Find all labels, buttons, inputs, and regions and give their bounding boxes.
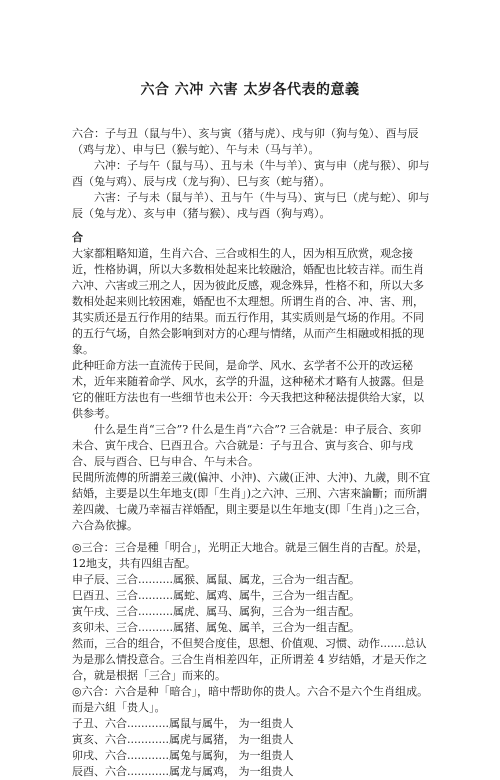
paragraph-liuchong: 六冲：子与午（鼠与马）、丑与未（牛与羊）、寅与申（虎与猴）、卯与酉（兔与鸡）、辰与戌（龙与狗）、巳与亥（蛇与猪）。 xyxy=(72,159,430,188)
list-item: 寅午戌、三合..........属虎、属马、属狗，三合为一组吉配。 xyxy=(72,605,360,618)
paragraph-liuhe-intro: ◎六合：六合是种「暗合」，暗中帮助你的贵人。六合不是六个生肖组成。而是六組「贵人」。 xyxy=(72,685,429,714)
paragraph-liuhai: 六害：子与未（鼠与羊）、丑与午（牛与马）、寅与巳（虎与蛇）、卯与辰（兔与龙）、亥与申（猪与猴）、戌与酉（狗与鸡）。 xyxy=(72,191,430,220)
paragraph-intro: 大家都粗略知道，生肖六合、三合或相生的人，因为相互欣赏，观念接近，性格协调，所以大多数相处起来比较融洽，婚配也比较吉祥。而生肖六冲、六害或三刑之人，因为彼此反感，观念殊异，性格不和，所以大多数相处起来则比较困难，婚配也不太理想。所谓生肖的合、冲、害、刑，其实质还是五行作用的结果。而五行作用，其实质则是气场的作用。不同的五行气场，自然会影响到对方的心理与情绪，从而产生相融或相抵的现象。 xyxy=(72,247,424,356)
list-item: 申子辰、三合..........属猴、属鼠、属龙，三合为一组吉配。 xyxy=(72,573,360,586)
list-item: 辰酉、六合............属龙与属鸡， 为一组贵人 xyxy=(72,765,294,778)
page-title: 六合 六冲 六害 太岁各代表的意義 xyxy=(140,82,360,98)
paragraph-sanhe-explanation: 然而，三合的组合，不但契合度佳，思想、价值观、习惯、动作.......总认为是那么情投意合。三合生肖相差四年，正所谓差 4 岁结婚，才是天作之合，就是根据「三合」而来的。 xyxy=(72,637,427,682)
section-heading-he: 合 xyxy=(72,231,83,244)
list-item: 卯戌、六合............属兔与属狗， 为一组贵人 xyxy=(72,749,294,762)
paragraph-sanhe-liuhe-definition: 什么是生肖“三合”? 什么是生肖“六合”? 三合就是：申子辰合、亥卯未合、寅午戌合、巳酉丑合。六合就是：子与丑合、寅与亥合、卯与戌合、辰与酉合、巳与申合、午与未合。 xyxy=(72,423,422,468)
list-item: 亥卯未、三合..........属猪、属兔、属羊，三合为一组吉配。 xyxy=(72,621,360,634)
paragraph-sanhe: ◎三合：三合是種「明合」，光明正大地合。就是三個生肖的吉配。於是，12地支，共有四組吉配。 xyxy=(72,541,429,570)
list-item: 寅亥、六合............属虎与属猪， 为一组贵人 xyxy=(72,733,294,746)
list-item: 巳酉丑、三合..........属蛇、属鸡、属牛，三合为一组吉配。 xyxy=(72,589,360,602)
document-body xyxy=(72,126,432,780)
paragraph-liuhe: 六合：子与丑（鼠与牛）、亥与寅（猪与虎）、戌与卯（狗与兔）、酉与辰（鸡与龙）、申与巳（猴与蛇）、午与未（马与羊）。 xyxy=(72,127,419,156)
paragraph-secret-method: 此种旺命方法一直流传于民间，是命学、风水、玄学者不公开的改运秘术，近年来随着命学、风水，玄学的升温，这种秘术才略有人披露。但是它的催旺方法也有一些细节也未公开：今天我把这种秘法提供给大家，以供参考。 xyxy=(72,359,424,420)
list-item: 子丑、六合............属鼠与属牛， 为一组贵人 xyxy=(72,717,294,730)
paragraph-folk-marriage: 民間所流傳的所謂差三歲(偏沖、小沖)、六歲(正沖、大沖)、九歲，則不宜結婚，主要是以生年地支(即「生肖」)之六沖、三刑、六害來論斷；而所謂差四歲、七歲乃幸福吉祥婚配，則主要是以生年地支(即「生肖」)之三合，六合為依據。 xyxy=(72,471,431,532)
